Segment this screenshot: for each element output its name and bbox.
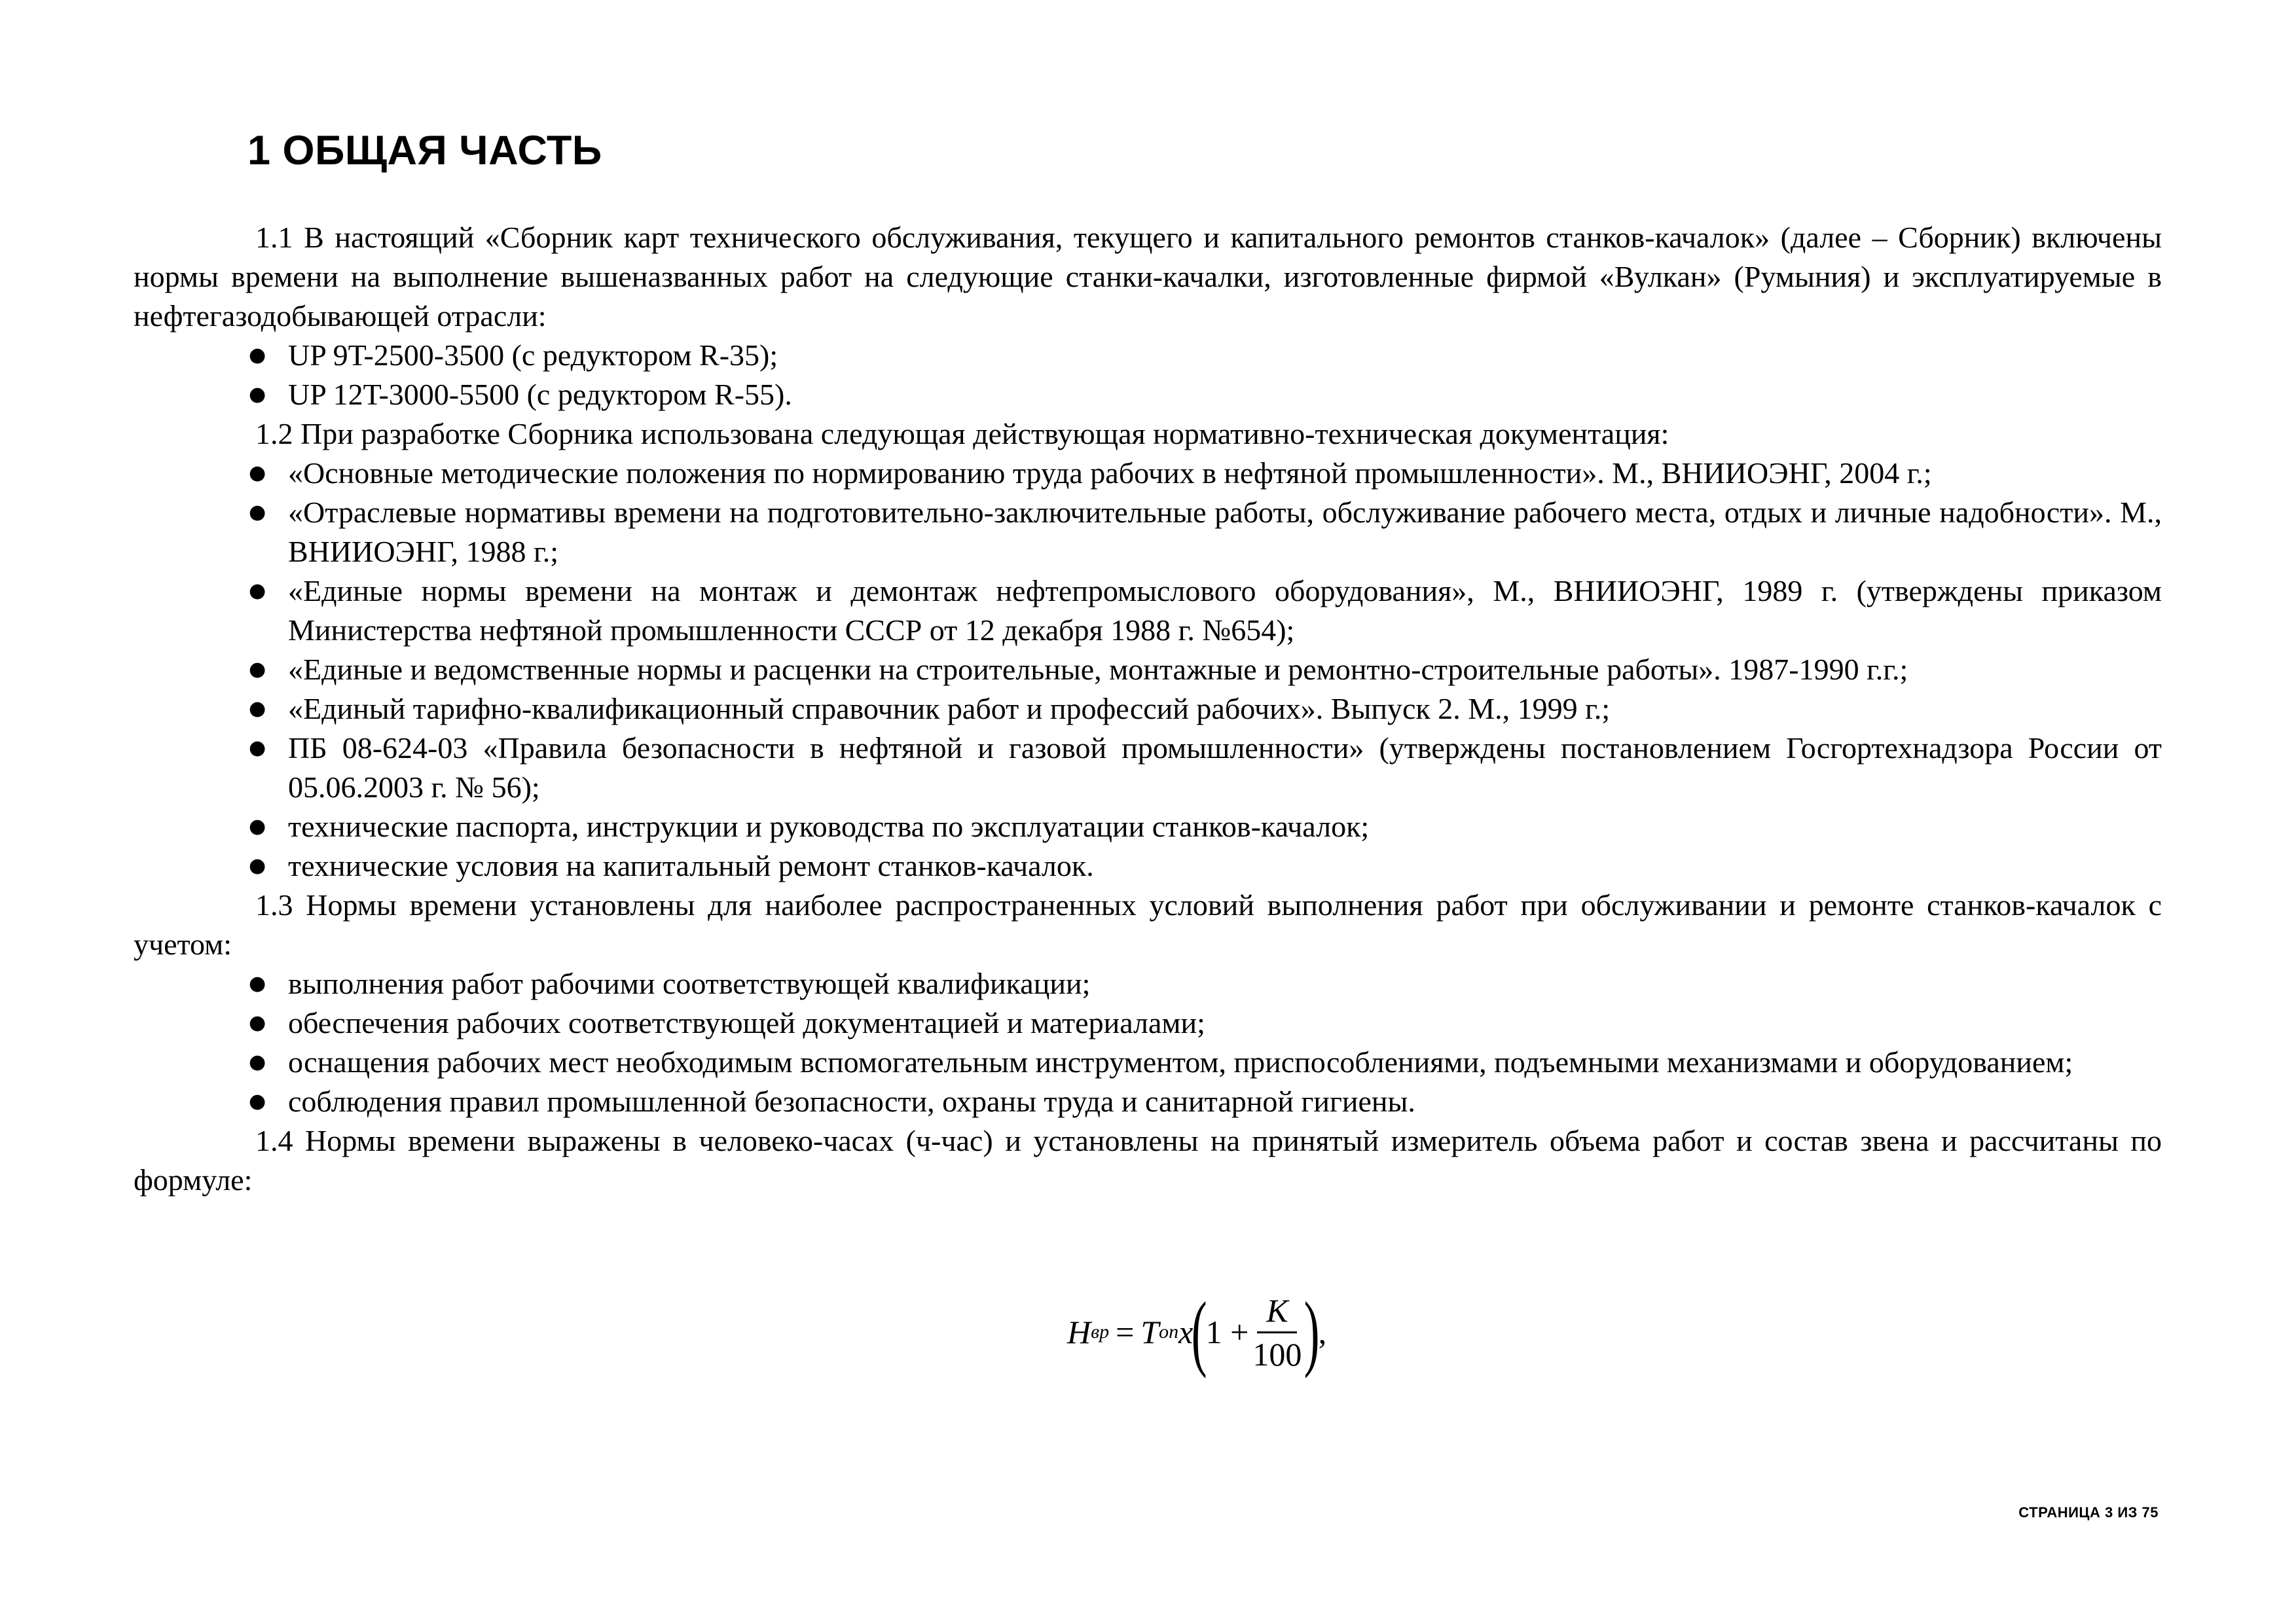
list-item: [134, 846, 2162, 886]
documentation-list: [134, 454, 2162, 886]
list-item: [134, 807, 2162, 846]
paragraph-1-1: 1.1 В настоящий «Сборник карт технического обслуживания, текущего и капитального ремонтов станков-качалок» (далее – Сборник) включены нормы времени на выполнение вышеназванных работ на следующие станки-качалки, изготовленные фирмой «Вулкан» (Румыния) и эксплуатируемые в нефтегазодобывающей отрасли:: [134, 221, 2162, 333]
bullet-dot-icon: ●: [249, 1051, 266, 1074]
list-item-text: «Единые нормы времени на монтаж и демонтаж нефтепромыслового оборудования», М., ВНИИОЭНГ, 1989 г. (утверждены приказом Министерства нефтяной промышленности СССР от 12 декабря 1988 г. №654);: [288, 574, 2162, 647]
list-item: [134, 964, 2162, 1003]
list-item-text: технические паспорта, инструкции и руководства по эксплуатации станков-качалок;: [288, 810, 1370, 843]
list-item: [134, 571, 2162, 650]
list-item-text: UP 12T-3000-5500 (с редуктором R-55).: [288, 378, 792, 411]
formula-t: Т: [1140, 1314, 1159, 1350]
page-number: СТРАНИЦА 3 ИЗ 75: [2018, 1504, 2159, 1521]
formula-numerator: К: [1257, 1292, 1297, 1333]
list-item: [134, 729, 2162, 807]
bullet-dot-icon: ●: [249, 501, 266, 524]
formula-t-subscript: оп: [1159, 1321, 1179, 1343]
formula-comma: ,: [1318, 1314, 1327, 1350]
bullet-dot-icon: ●: [249, 1011, 266, 1034]
list-item-text: «Отраслевые нормативы времени на подготовительно-заключительные работы, обслуживание рабочего места, отдых и личные надобности». М., ВНИИОЭНГ, 1988 г.;: [288, 496, 2162, 568]
list-item: [134, 454, 2162, 493]
bullet-dot-icon: ●: [249, 1090, 266, 1113]
list-item: [134, 336, 2162, 375]
formula-one-plus: 1 +: [1205, 1314, 1249, 1350]
list-item: [134, 493, 2162, 571]
conditions-list: [134, 964, 2162, 1121]
list-item-text: «Единые и ведомственные нормы и расценки на строительные, монтажные и ремонтно-строительные работы». 1987-1990 г.г.;: [288, 653, 1908, 686]
bullet-dot-icon: ●: [249, 697, 266, 720]
list-item-text: обеспечения рабочих соответствующей документацией и материалами;: [288, 1006, 1205, 1039]
list-item: [134, 1043, 2162, 1082]
list-item-text: «Основные методические положения по нормированию труда рабочих в нефтяной промышленности». М., ВНИИОЭНГ, 2004 г.;: [288, 456, 1932, 490]
bullet-dot-icon: ●: [249, 383, 266, 406]
bullet-dot-icon: ●: [249, 736, 266, 759]
formula-fraction: [1252, 1292, 1302, 1373]
bullet-dot-icon: ●: [249, 461, 266, 484]
paragraph-1-4: 1.4 Нормы времени выражены в человеко-часах (ч-час) и установлены на принятый измеритель объема работ и состав звена и рассчитаны по формуле:: [134, 1124, 2162, 1197]
formula-equals: =: [1116, 1314, 1135, 1350]
bullet-dot-icon: ●: [249, 854, 266, 877]
bullet-dot-icon: ●: [249, 658, 266, 681]
machine-list: [134, 336, 2162, 414]
list-item: [134, 650, 2162, 689]
bullet-dot-icon: ●: [249, 815, 266, 838]
formula-lhs-subscript: вр: [1091, 1321, 1110, 1343]
formula-lhs: Н: [1067, 1314, 1091, 1350]
list-item: [134, 375, 2162, 414]
paragraph-1-3: 1.3 Нормы времени установлены для наиболее распространенных условий выполнения работ при обслуживании и ремонте станков-качалок с учетом:: [134, 888, 2162, 961]
page-title: 1 ОБЩАЯ ЧАСТЬ: [247, 128, 602, 173]
list-item: [134, 689, 2162, 729]
paragraph-1-2: 1.2 При разработке Сборника использована следующая действующая нормативно-техническая документация:: [255, 417, 1669, 450]
bullet-dot-icon: ●: [249, 972, 266, 995]
formula-right-paren: ): [1304, 1285, 1320, 1379]
list-item-text: оснащения рабочих мест необходимым вспомогательным инструментом, приспособлениями, подъемными механизмами и оборудованием;: [288, 1045, 2073, 1079]
formula-denominator: 100: [1252, 1335, 1302, 1373]
document-body: [134, 218, 2162, 1200]
bullet-dot-icon: ●: [249, 579, 266, 602]
list-item: [134, 1003, 2162, 1043]
list-item-text: ПБ 08-624-03 «Правила безопасности в нефтяной и газовой промышленности» (утверждены постановлением Госгортехнадзора России от 05.06.2003 г. № 56);: [288, 731, 2162, 804]
list-item-text: UP 9T-2500-3500 (с редуктором R-35);: [288, 338, 778, 372]
list-item-text: «Единый тарифно-квалификационный справочник работ и профессий рабочих». Выпуск 2. М., 1999 г.;: [288, 692, 1611, 725]
list-item-text: выполнения работ рабочими соответствующей квалификации;: [288, 967, 1091, 1000]
formula-times: x: [1178, 1314, 1194, 1350]
bullet-dot-icon: ●: [249, 344, 266, 367]
formula-left-paren: (: [1192, 1285, 1207, 1379]
list-item-text: технические условия на капитальный ремонт станков-качалок.: [288, 849, 1094, 882]
list-item-text: соблюдения правил промышленной безопасности, охраны труда и санитарной гигиены.: [288, 1085, 1415, 1118]
list-item: [134, 1082, 2162, 1121]
time-norm-formula: [1067, 1280, 1326, 1384]
